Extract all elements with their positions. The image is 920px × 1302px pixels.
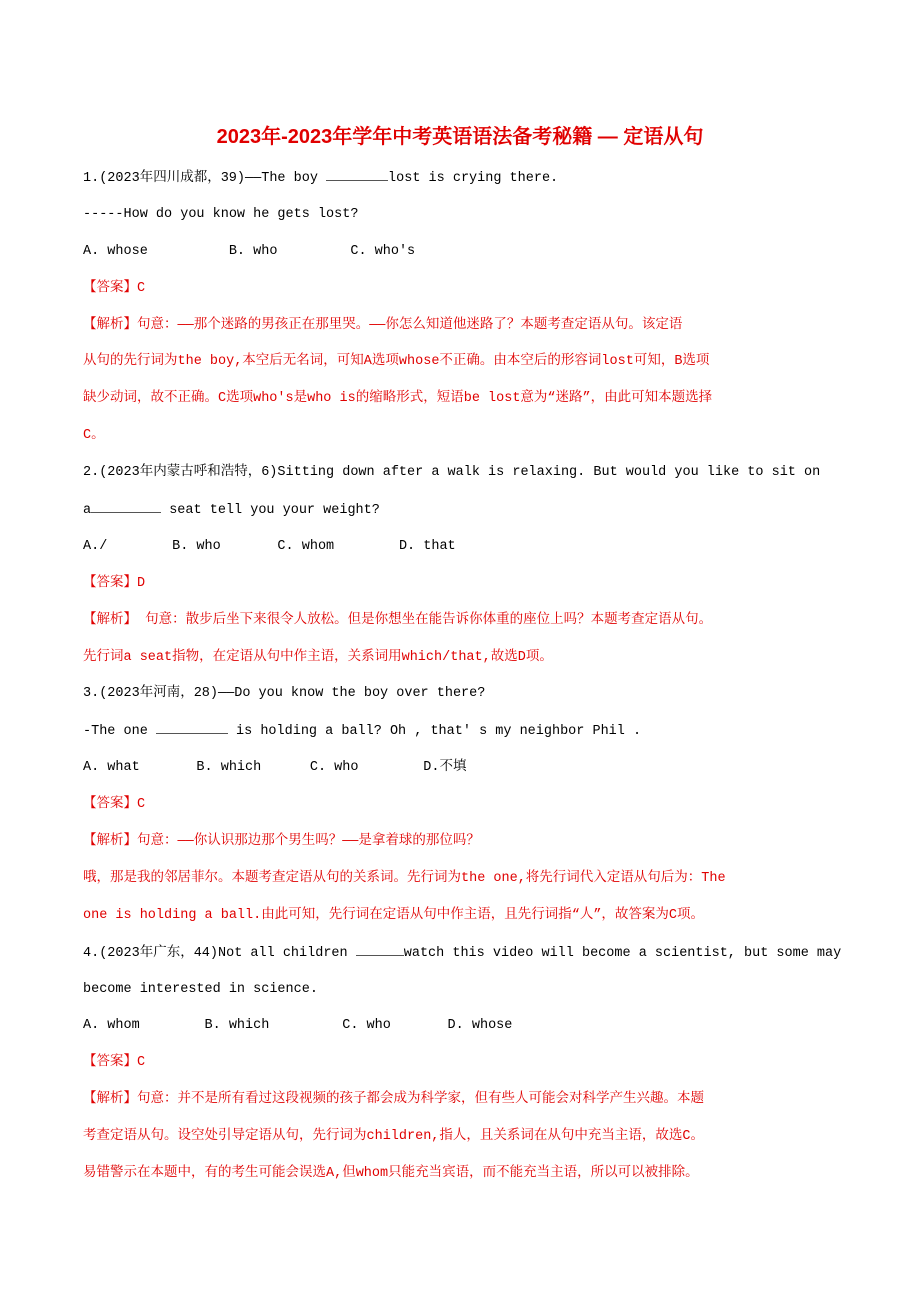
question-4-options: A. whom B. which C. who D. whose xyxy=(83,1018,513,1034)
question-3-analysis-2: 哦，那是我的邻居菲尔。本题考查定语从句的关系词。先行词为the one,将先行词代入定语从句后为：The xyxy=(83,870,726,886)
answer-value: D xyxy=(137,575,146,591)
question-3-analysis-1 xyxy=(83,830,873,867)
analysis-text: 句意：——你认识那边那个男生吗？——是拿着球的那位吗？ xyxy=(137,834,480,850)
q1-text-b: lost is crying there. xyxy=(388,171,559,186)
answer-value: C xyxy=(137,1055,146,1071)
question-2-line-2 xyxy=(83,498,873,535)
document-title: 2023年-2023年学年中考英语语法备考秘籍 — 定语从句 xyxy=(216,126,704,148)
analysis-text: 句意：并不是所有看过这段视频的孩子都会成为科学家，但有些人可能会对科学产生兴趣。本题 xyxy=(137,1092,704,1108)
question-3-answer xyxy=(83,793,873,830)
question-4-line-2: become interested in science. xyxy=(83,981,318,997)
answer-label: 【答案】 xyxy=(83,280,137,296)
question-3-line-2 xyxy=(83,719,873,756)
q3-text-a: -The one xyxy=(83,724,156,740)
question-4-analysis-2: 考查定语从句。设空处引导定语从句，先行词为children,指人，且关系词在从句中充当主语，故选C。 xyxy=(83,1129,705,1145)
document-body xyxy=(83,166,873,1199)
answer-value: C xyxy=(137,280,146,296)
question-1-line-1 xyxy=(83,166,873,203)
analysis-label: 【解析】 xyxy=(83,612,137,628)
q1-text-a: 1.(2023年四川成都，39)——The boy xyxy=(83,171,327,186)
question-2-analysis-1 xyxy=(83,609,873,646)
question-2-options: A./ B. who C. whom D. that xyxy=(83,538,456,554)
answer-blank xyxy=(156,719,228,734)
answer-label: 【答案】 xyxy=(83,1055,137,1071)
question-1-answer xyxy=(83,277,873,314)
question-1-line-2: -----How do you know he gets lost? xyxy=(83,206,359,222)
analysis-label: 【解析】 xyxy=(83,1092,137,1108)
question-1-analysis-1 xyxy=(83,314,873,351)
answer-blank xyxy=(91,498,161,513)
question-2-answer xyxy=(83,572,873,609)
question-3-options: A. what B. which C. who D.不填 xyxy=(83,760,467,776)
question-1-options: A. whose B. who C. who's xyxy=(83,243,416,259)
question-4-analysis-1 xyxy=(83,1088,873,1125)
answer-value: C xyxy=(137,797,146,813)
question-4-analysis-3: 易错警示在本题中，有的考生可能会误选A,但whom只能充当宾语，而不能充当主语，所以可以被排除。 xyxy=(83,1166,699,1182)
answer-blank xyxy=(326,166,388,181)
analysis-label: 【解析】 xyxy=(83,317,137,333)
answer-label: 【答案】 xyxy=(83,575,137,591)
question-4-line-1 xyxy=(83,941,873,978)
answer-blank xyxy=(356,941,404,956)
question-3-analysis-3: one is holding a ball.由此可知，先行词在定语从句中作主语，且先行词指“人”，故答案为C项。 xyxy=(83,907,705,923)
question-2-analysis-2: 先行词a seat指物，在定语从句中作主语，关系词用which/that,故选D项。 xyxy=(83,649,553,665)
question-3-line-1: 3.(2023年河南，28)——Do you know the boy over there? xyxy=(83,686,486,702)
analysis-text: 句意：散步后坐下来很令人放松。但是你想坐在能告诉你体重的座位上吗？本题考查定语从句。 xyxy=(137,612,713,628)
q4-text-b: watch this video will become a scientist, but some may xyxy=(403,945,842,961)
q4-text-a: 4.(2023年广东，44)Not all children xyxy=(83,945,356,961)
question-4-answer xyxy=(83,1051,873,1088)
analysis-text: 句意：——那个迷路的男孩正在那里哭。——你怎么知道他迷路了？本题考查定语从句。该定语 xyxy=(137,317,683,333)
q2-text-b: seat tell you your weight? xyxy=(161,503,380,519)
question-1-analysis-4: C。 xyxy=(83,428,105,444)
question-1-analysis-3: 缺少动词，故不正确。C选项who's是who is的缩略形式，短语be lost意为“迷路”，由此可知本题选择 xyxy=(83,391,713,407)
q2-text-a: a xyxy=(83,503,92,519)
q3-text-b: is holding a ball? Oh , that' s my neighbor Phil . xyxy=(227,724,642,740)
question-1-analysis-2: 从句的先行词为the boy,本空后无名词，可知A选项whose不正确。由本空后的形容词lost可知，B选项 xyxy=(83,354,710,370)
analysis-label: 【解析】 xyxy=(83,834,137,850)
answer-label: 【答案】 xyxy=(83,797,137,813)
question-2-line-1: 2.(2023年内蒙古呼和浩特，6)Sitting down after a walk is relaxing. But would you like to sit on xyxy=(83,465,821,481)
